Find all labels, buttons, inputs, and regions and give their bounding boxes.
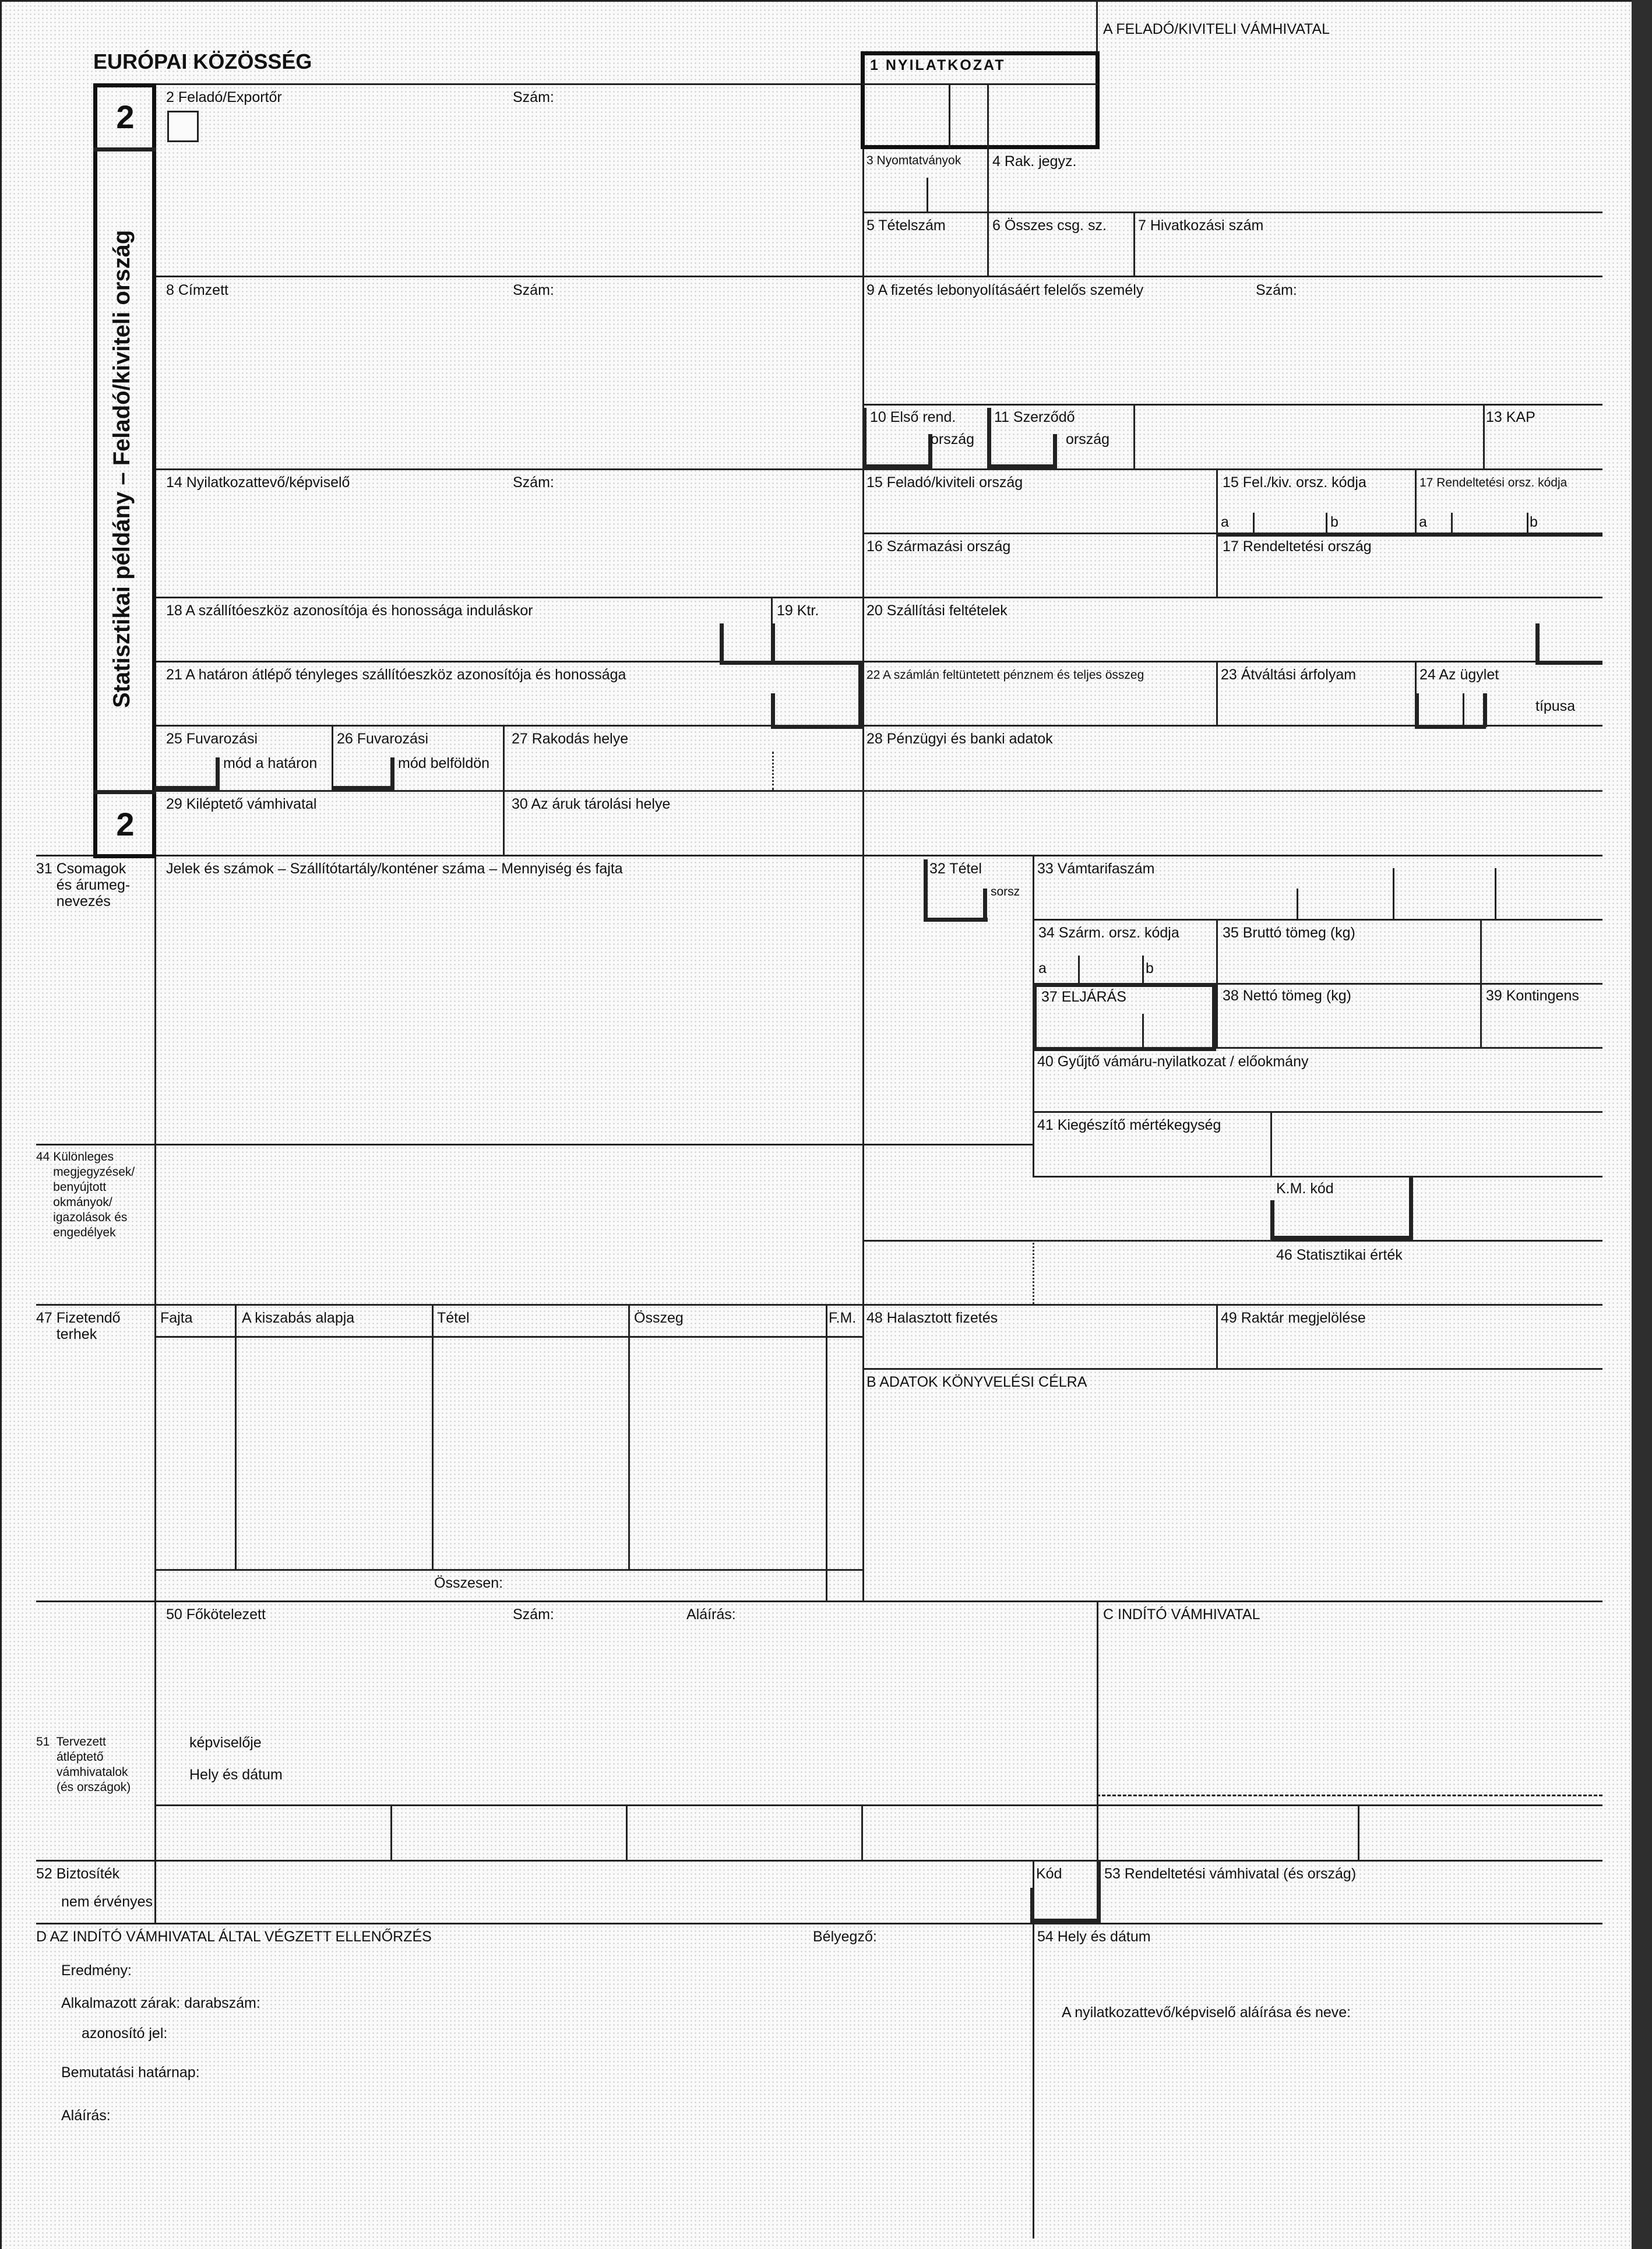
box-14-szam: Szám:	[513, 474, 554, 491]
page-shadow	[1632, 0, 1652, 2249]
col-tetel: Tétel	[437, 1310, 470, 1326]
box-15ab-label: 15 Fel./kiv. orsz. kódja	[1223, 474, 1366, 491]
col-fm: F.M.	[829, 1310, 857, 1326]
box-19-label: 19 Ktr.	[777, 602, 819, 619]
box-37-label: 37 ELJÁRÁS	[1041, 989, 1126, 1005]
box-27-label: 27 Rakodás helye	[512, 731, 629, 747]
box-2-label: 2 Feladó/Exportőr	[166, 89, 282, 105]
form-title: EURÓPAI KÖZÖSSÉG	[93, 50, 312, 73]
box-5-label: 5 Tételszám	[866, 217, 946, 234]
box-8-label: 8 Címzett	[166, 282, 228, 298]
box-1-label: 1 NYILATKOZAT	[870, 57, 1006, 73]
box-9-label: 9 A fizetés lebonyolításáért felelős személy	[866, 282, 1144, 298]
box-b-label: B ADATOK KÖNYVELÉSI CÉLRA	[866, 1374, 1087, 1390]
box-50-alairas: Aláírás:	[686, 1606, 736, 1623]
box-17-label: 17 Rendeltetési ország	[1223, 538, 1372, 555]
box-26-label: 26 Fuvarozási	[337, 731, 429, 747]
box-15-b: b	[1330, 514, 1338, 530]
exporter-checkbox[interactable]	[167, 111, 199, 142]
place-date-label: Hely és dátum	[189, 1767, 283, 1783]
box-3-label: 3 Nyomtatványok	[866, 154, 961, 167]
box-26-sub: mód belföldön	[398, 755, 490, 771]
box-16-label: 16 Származási ország	[866, 538, 1011, 555]
box-13-label: 13 KAP	[1486, 409, 1535, 425]
box-21-label: 21 A határon átlépő tényleges szállítóeszköz azonosítója és honossága	[166, 667, 626, 683]
box-7-label: 7 Hivatkozási szám	[1138, 217, 1264, 234]
copy-number-bottom: 2	[116, 806, 135, 843]
box-10-sub: ország	[931, 431, 975, 447]
box-25-label: 25 Fuvarozási	[166, 731, 258, 747]
box-17ab-label: 17 Rendeltetési orsz. kódja	[1419, 476, 1568, 489]
box-4-label: 4 Rak. jegyz.	[992, 153, 1077, 170]
km-code-label: K.M. kód	[1276, 1180, 1334, 1197]
box-30-label: 30 Az áruk tárolási helye	[512, 796, 671, 812]
box-2-szam: Szám:	[513, 89, 554, 105]
box-39-label: 39 Kontingens	[1486, 988, 1579, 1004]
box-9-szam: Szám:	[1256, 282, 1297, 298]
col-fajta: Fajta	[160, 1310, 193, 1326]
box-48-label: 48 Halasztott fizetés	[866, 1310, 998, 1326]
box-a-label: A FELADÓ/KIVITELI VÁMHIVATAL	[1103, 21, 1330, 37]
declarant-signature-label: A nyilatkozattevő/képviselő aláírása és neve:	[1062, 2004, 1351, 2021]
signature-label: Aláírás:	[61, 2107, 111, 2124]
code-label: Kód	[1036, 1866, 1062, 1882]
not-valid-label: nem érvényes	[61, 1894, 153, 1910]
box-54-label: 54 Hely és dátum	[1037, 1929, 1151, 1945]
box-24-label: 24 Az ügylet	[1419, 667, 1499, 683]
box-49-label: 49 Raktár megjelölése	[1221, 1310, 1366, 1326]
copy-number-top: 2	[116, 98, 135, 135]
total-label: Összesen:	[434, 1575, 503, 1591]
box-32-label: 32 Tétel	[929, 861, 982, 877]
box-50-szam: Szám:	[513, 1606, 554, 1623]
box-17-b: b	[1530, 514, 1538, 530]
side-label: Statisztikai példány – Feladó/kiviteli ország	[109, 230, 135, 708]
box-17-a: a	[1419, 514, 1427, 530]
box-34-b: b	[1146, 960, 1154, 977]
box-46-label: 46 Statisztikai érték	[1276, 1247, 1403, 1263]
box-d-label: D AZ INDÍTÓ VÁMHIVATAL ÁLTAL VÉGZETT ELLENŐRZÉS	[36, 1929, 432, 1945]
box-47-label: 47 Fizetendő terhek	[36, 1310, 121, 1342]
box-31-label: 31 Csomagok és árumeg- nevezés	[36, 861, 131, 910]
box-50-label: 50 Főkötelezett	[166, 1606, 266, 1623]
box-15-label: 15 Feladó/kiviteli ország	[866, 474, 1023, 491]
box-35-label: 35 Bruttó tömeg (kg)	[1223, 925, 1355, 941]
deadline-label: Bemutatási határnap:	[61, 2064, 200, 2081]
box-14-label: 14 Nyilatkozattevő/képviselő	[166, 474, 350, 491]
box-44-label: 44 Különleges megjegyzések/ benyújtott okmányok/ igazolások és engedélyek	[36, 1150, 135, 1239]
box-34-label: 34 Szárm. orsz. kódja	[1038, 925, 1179, 941]
box-25-sub: mód a határon	[223, 755, 318, 771]
box-29-label: 29 Kiléptető vámhivatal	[166, 796, 317, 812]
box-28-label: 28 Pénzügyi és banki adatok	[866, 731, 1053, 747]
box-20-label: 20 Szállítási feltételek	[866, 602, 1008, 619]
box-18-label: 18 A szállítóeszköz azonosítója és honossága induláskor	[166, 602, 533, 619]
box-33-label: 33 Vámtarifaszám	[1037, 861, 1155, 877]
result-label: Eredmény:	[61, 1962, 132, 1979]
box-c-label: C INDÍTÓ VÁMHIVATAL	[1103, 1606, 1260, 1623]
box-52-label: 52 Biztosíték	[36, 1866, 120, 1882]
representative-label: képviselője	[189, 1735, 262, 1751]
box-51-label: 51 Tervezett átléptető vámhivatalok (és országok)	[36, 1735, 131, 1794]
box-31-desc: Jelek és számok – Szállítótartály/konténer száma – Mennyiség és fajta	[166, 861, 623, 877]
box-10-label: 10 Első rend.	[870, 409, 956, 425]
box-22-label: 22 A számlán feltüntetett pénznem és teljes összeg	[866, 668, 1144, 682]
seals-label: Alkalmazott zárak: darabszám:	[61, 1995, 260, 2011]
box-8-szam: Szám:	[513, 282, 554, 298]
box-34-a: a	[1038, 960, 1047, 977]
box-40-label: 40 Gyűjtő vámáru-nyilatkozat / előokmány	[1037, 1053, 1309, 1070]
box-6-label: 6 Összes csg. sz.	[992, 217, 1107, 234]
stamp-label: Bélyegző:	[813, 1929, 877, 1945]
box-53-label: 53 Rendeltetési vámhivatal (és ország)	[1104, 1866, 1357, 1882]
box-11-label: 11 Szerződő	[994, 409, 1075, 425]
col-osszeg: Összeg	[634, 1310, 684, 1326]
box-41-label: 41 Kiegészítő mértékegység	[1037, 1117, 1221, 1133]
box-32-sub: sorsz	[991, 885, 1020, 898]
col-alap: A kiszabás alapja	[242, 1310, 355, 1326]
box-15-a: a	[1221, 514, 1229, 530]
seal-id-label: azonosító jel:	[82, 2025, 168, 2042]
box-24-sub: típusa	[1535, 698, 1576, 714]
box-38-label: 38 Nettó tömeg (kg)	[1223, 988, 1351, 1004]
box-23-label: 23 Átváltási árfolyam	[1221, 667, 1357, 683]
box-11-sub: ország	[1066, 431, 1110, 447]
